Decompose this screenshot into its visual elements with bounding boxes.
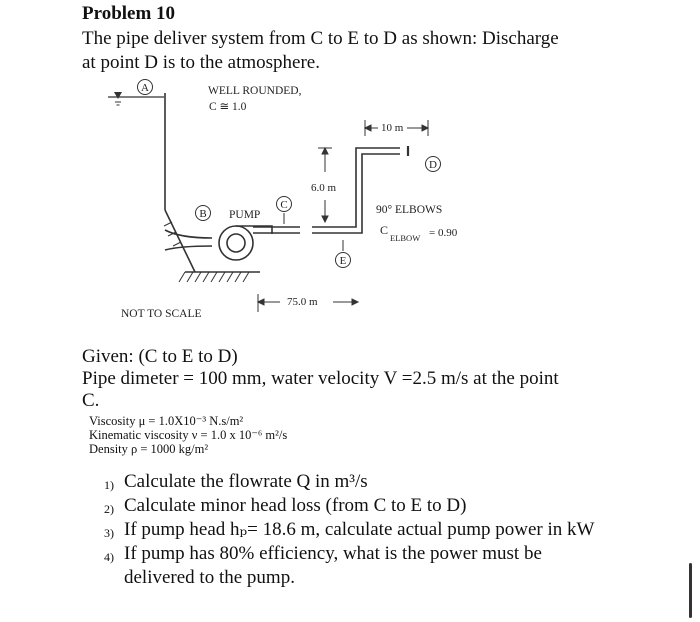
distance-10m-label: 10 m — [381, 122, 404, 134]
point-a-label: A — [141, 82, 149, 94]
fluid-properties — [89, 414, 287, 456]
given-line-1: Pipe dimeter = 100 mm, water velocity V =2.5 m/s at the point — [82, 368, 559, 389]
question-number: 2) — [104, 502, 114, 516]
question-text: If pump head hₚ= 18.6 m, calculate actual pump power in kW — [124, 519, 595, 540]
point-e-label: E — [339, 255, 347, 267]
question-list — [104, 470, 604, 590]
problem-title: Problem 10 — [82, 3, 176, 24]
entrance-coefficient-label: C ≅ 1.0 — [209, 101, 247, 113]
viscosity-value: Viscosity μ = 1.0X10⁻³ N.s/m² — [89, 414, 244, 428]
question-item — [104, 494, 604, 518]
question-text: If pump has 80% efficiency, what is the power must be delivered to the pump. — [124, 543, 542, 588]
question-number: 4) — [104, 550, 114, 564]
kinematic-viscosity-value: Kinematic viscosity ν = 1.0 x 10⁻⁶ m²/s — [89, 428, 288, 442]
question-text: Calculate the flowrate Q in m³/s — [124, 471, 368, 492]
scrollbar[interactable] — [689, 563, 692, 618]
statement-line-2: at point D is to the atmosphere. — [82, 52, 320, 73]
point-d-marker — [426, 157, 441, 172]
elbows-label: 90° ELBOWS — [376, 204, 443, 216]
reservoir-slope — [165, 210, 195, 272]
distance-75m-label: 75.0 m — [287, 296, 318, 308]
point-a-marker — [138, 80, 153, 95]
given-line-2: C. — [82, 390, 100, 411]
point-d-label: D — [429, 159, 437, 171]
water-surface-symbol — [114, 92, 122, 99]
not-to-scale-label: NOT TO SCALE — [121, 308, 202, 320]
pump-label: PUMP — [229, 209, 261, 221]
elbow-coefficient-c: C — [380, 223, 389, 237]
question-number: 3) — [104, 526, 114, 540]
point-b-marker — [196, 206, 211, 221]
height-6m-label: 6.0 m — [311, 182, 337, 194]
question-text: Calculate minor head loss (from C to E to D) — [124, 495, 467, 516]
point-e-marker — [336, 253, 351, 268]
suction-pipe — [165, 230, 212, 250]
reservoir — [108, 92, 260, 282]
density-value: Density ρ = 1000 kg/m² — [89, 442, 209, 456]
well-rounded-label: WELL ROUNDED, — [208, 85, 302, 97]
elbow-coefficient-subscript: ELBOW — [390, 233, 421, 243]
point-c-marker — [277, 197, 292, 212]
given-section — [82, 346, 642, 412]
question-item — [104, 470, 604, 494]
point-c-label: C — [280, 199, 288, 211]
question-item — [104, 542, 604, 590]
point-b-label: B — [199, 208, 207, 220]
question-number: 1) — [104, 478, 114, 492]
given-heading: Given: (C to E to D) — [82, 346, 238, 367]
pump-body — [219, 226, 272, 260]
elbow-coefficient-value: = 0.90 — [429, 227, 458, 239]
question-item — [104, 518, 604, 542]
statement-line-1: The pipe deliver system from C to E to D as shown: Discharge — [82, 28, 559, 49]
